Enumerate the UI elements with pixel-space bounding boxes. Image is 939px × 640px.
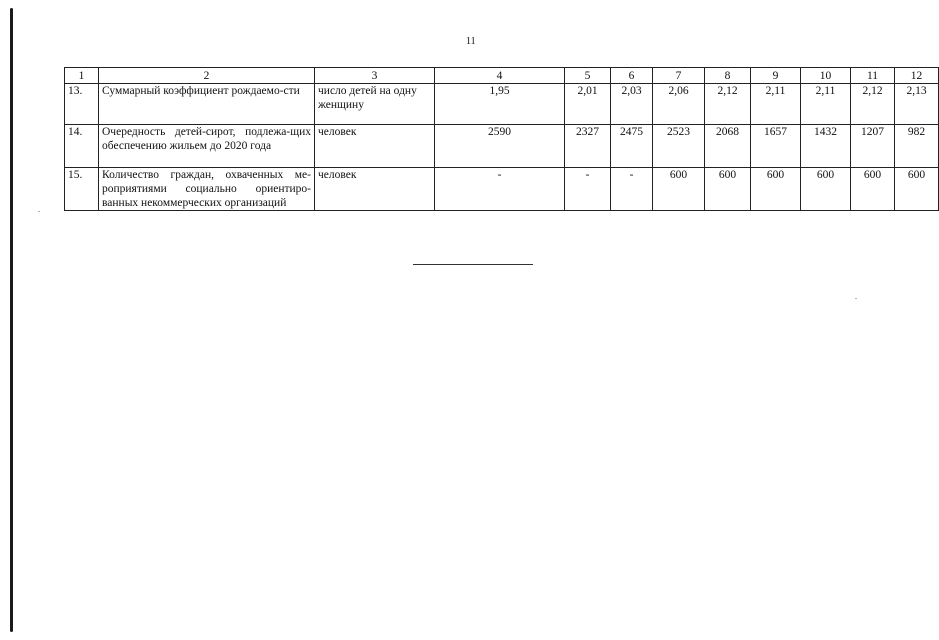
value-cell: 2,13	[895, 84, 939, 125]
column-header: 1	[65, 68, 99, 84]
end-of-document-rule	[413, 264, 533, 265]
value-cell: 600	[653, 168, 705, 211]
value-cell: 2475	[611, 125, 653, 168]
value-cell: 2,01	[565, 84, 611, 125]
indicators-table	[64, 67, 939, 211]
value-cell: 2068	[705, 125, 751, 168]
value-cell: 2327	[565, 125, 611, 168]
indicator-name: Количество граждан, охваченных ме-роприятиями социально ориентиро-ванных некоммерческих организаций	[99, 168, 315, 211]
column-header: 8	[705, 68, 751, 84]
value-cell: 600	[801, 168, 851, 211]
unit-of-measure: человек	[315, 168, 435, 211]
scan-speck	[38, 211, 40, 212]
value-cell: 982	[895, 125, 939, 168]
value-cell: 600	[895, 168, 939, 211]
value-cell: 2590	[435, 125, 565, 168]
value-cell: 2,03	[611, 84, 653, 125]
value-cell: 2,11	[751, 84, 801, 125]
row-number: 14.	[65, 125, 99, 168]
value-cell: 600	[705, 168, 751, 211]
value-cell: 2,06	[653, 84, 705, 125]
binding-edge-mark	[10, 8, 13, 632]
column-header: 6	[611, 68, 653, 84]
table-row	[65, 84, 939, 125]
value-cell: 2,11	[801, 84, 851, 125]
indicator-name: Очередность детей-сирот, подлежа-щих обеспечению жильем до 2020 года	[99, 125, 315, 168]
row-number: 13.	[65, 84, 99, 125]
table-row	[65, 168, 939, 211]
column-header: 7	[653, 68, 705, 84]
row-number: 15.	[65, 168, 99, 211]
column-header: 12	[895, 68, 939, 84]
value-cell: 1657	[751, 125, 801, 168]
column-header: 3	[315, 68, 435, 84]
value-cell: 1,95	[435, 84, 565, 125]
value-cell: 1207	[851, 125, 895, 168]
column-header: 4	[435, 68, 565, 84]
value-cell: 600	[751, 168, 801, 211]
header-row	[65, 68, 939, 84]
value-cell: 2,12	[851, 84, 895, 125]
value-cell: -	[611, 168, 653, 211]
value-cell: 600	[851, 168, 895, 211]
column-header: 11	[851, 68, 895, 84]
value-cell: -	[435, 168, 565, 211]
value-cell: -	[565, 168, 611, 211]
unit-of-measure: число детей на одну женщину	[315, 84, 435, 125]
indicator-name: Суммарный коэффициент рождаемо-сти	[99, 84, 315, 125]
scan-speck	[855, 298, 857, 299]
value-cell: 1432	[801, 125, 851, 168]
column-header: 5	[565, 68, 611, 84]
column-header: 10	[801, 68, 851, 84]
page-number: 11	[466, 36, 476, 47]
unit-of-measure: человек	[315, 125, 435, 168]
value-cell: 2523	[653, 125, 705, 168]
column-header: 2	[99, 68, 315, 84]
value-cell: 2,12	[705, 84, 751, 125]
table-row	[65, 125, 939, 168]
column-header: 9	[751, 68, 801, 84]
